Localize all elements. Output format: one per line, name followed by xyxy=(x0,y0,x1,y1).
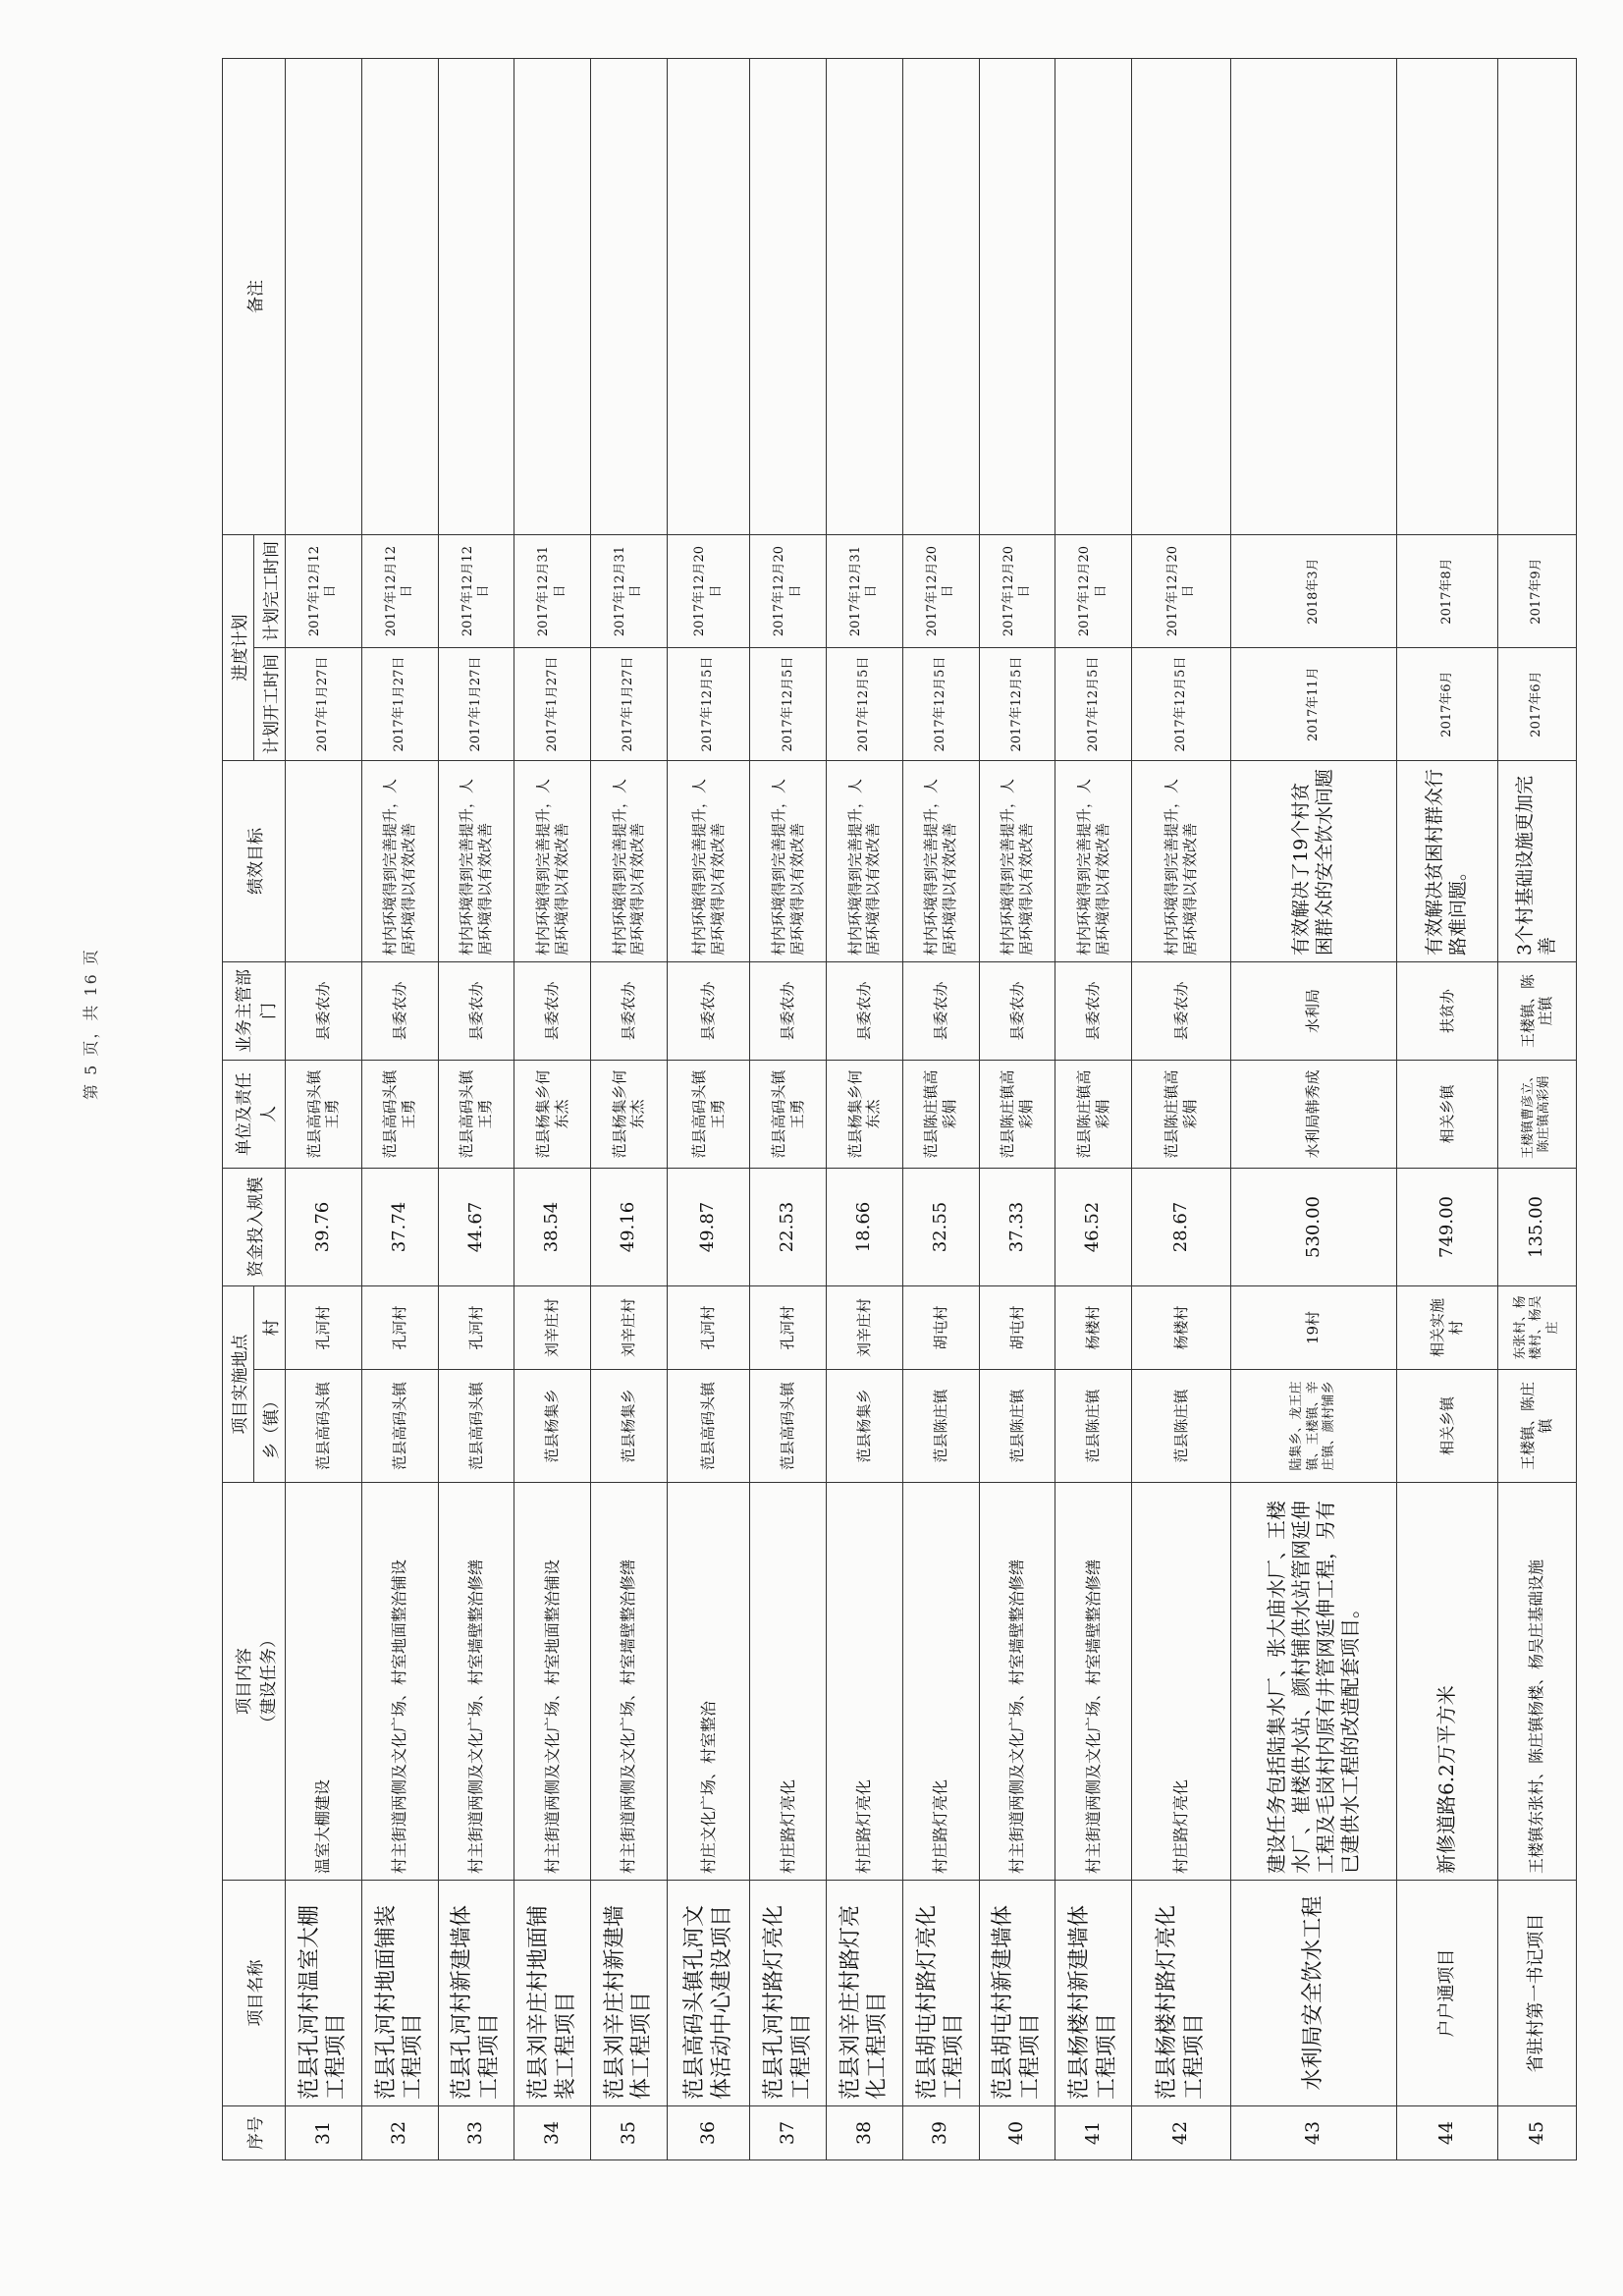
table-row xyxy=(591,59,668,2160)
cell-name: 户户通项目 xyxy=(1396,1881,1497,2106)
cell-responsible: 范县高码头镇王勇 xyxy=(667,1061,750,1169)
cell-name: 省驻村第一书记项目 xyxy=(1497,1881,1576,2106)
table-row xyxy=(750,59,827,2160)
cell-remarks xyxy=(361,59,438,535)
cell-content: 村主街道两侧及文化广场、村室墙壁整治修缮 xyxy=(1055,1483,1132,1881)
header-seq: 序号 xyxy=(223,2106,286,2160)
header-town: 乡（镇） xyxy=(254,1370,286,1483)
cell-end: 2017年12月31日 xyxy=(827,535,903,648)
cell-responsible: 范县陈庄镇高彩娟 xyxy=(979,1061,1055,1169)
cell-department: 水利局 xyxy=(1230,962,1396,1061)
cell-seq: 43 xyxy=(1230,2106,1396,2160)
cell-name: 水利局安全饮水工程 xyxy=(1230,1881,1396,2106)
header-content-sub: （建设任务） xyxy=(258,1631,279,1731)
cell-department: 县委农办 xyxy=(1132,962,1231,1061)
cell-seq: 41 xyxy=(1055,2106,1132,2160)
cell-town: 范县高码头镇 xyxy=(667,1370,750,1483)
cell-content: 王楼镇东张村、陈庄镇杨楼、杨吴庄基础设施 xyxy=(1497,1483,1576,1881)
cell-responsible: 范县杨集乡何东杰 xyxy=(514,1061,591,1169)
cell-funds: 32.55 xyxy=(902,1169,979,1286)
cell-remarks xyxy=(979,59,1055,535)
cell-start: 2017年12月5日 xyxy=(1132,648,1231,761)
cell-performance: 村内环境得到完善提升，人居环境得以有效改善 xyxy=(1132,761,1231,962)
table-row xyxy=(286,59,362,2160)
table-header xyxy=(223,59,286,2160)
cell-name: 范县胡屯村新建墙体工程项目 xyxy=(979,1881,1055,2106)
cell-content: 村庄文化广场、村室整治 xyxy=(667,1483,750,1881)
cell-seq: 35 xyxy=(591,2106,668,2160)
cell-department: 县委农办 xyxy=(827,962,903,1061)
cell-department: 县委农办 xyxy=(591,962,668,1061)
cell-content: 村主街道两侧及文化广场、村室墙壁整治修缮 xyxy=(591,1483,668,1881)
cell-seq: 33 xyxy=(438,2106,514,2160)
cell-performance: 村内环境得到完善提升，人居环境得以有效改善 xyxy=(514,761,591,962)
header-start: 计划开工时间 xyxy=(254,648,286,761)
cell-performance: 村内环境得到完善提升，人居环境得以有效改善 xyxy=(667,761,750,962)
cell-village: 相关实施村 xyxy=(1396,1286,1497,1370)
cell-village: 东张村、杨楼村、杨吴庄 xyxy=(1497,1286,1576,1370)
cell-department: 县委农办 xyxy=(667,962,750,1061)
cell-start: 2017年6月 xyxy=(1396,648,1497,761)
cell-start: 2017年12月5日 xyxy=(1055,648,1132,761)
cell-name: 范县孔河村地面铺装工程项目 xyxy=(361,1881,438,2106)
cell-village: 杨楼村 xyxy=(1132,1286,1231,1370)
cell-village: 刘辛庄村 xyxy=(827,1286,903,1370)
cell-department: 县委农办 xyxy=(979,962,1055,1061)
cell-performance: 村内环境得到完善提升，人居环境得以有效改善 xyxy=(361,761,438,962)
cell-performance: 村内环境得到完善提升，人居环境得以有效改善 xyxy=(1055,761,1132,962)
cell-village: 刘辛庄村 xyxy=(514,1286,591,1370)
cell-seq: 42 xyxy=(1132,2106,1231,2160)
cell-content: 新修道路6.2万平方米 xyxy=(1396,1483,1497,1881)
cell-remarks xyxy=(1132,59,1231,535)
cell-end: 2017年12月20日 xyxy=(750,535,827,648)
cell-responsible: 范县陈庄镇高彩娟 xyxy=(1132,1061,1231,1169)
cell-seq: 32 xyxy=(361,2106,438,2160)
cell-town: 范县高码头镇 xyxy=(286,1370,362,1483)
table-row xyxy=(827,59,903,2160)
header-performance: 绩效目标 xyxy=(223,761,286,962)
cell-start: 2017年1月27日 xyxy=(514,648,591,761)
cell-start: 2017年12月5日 xyxy=(979,648,1055,761)
cell-funds: 22.53 xyxy=(750,1169,827,1286)
cell-funds: 49.16 xyxy=(591,1169,668,1286)
cell-end: 2017年12月20日 xyxy=(1055,535,1132,648)
cell-content: 村庄路灯亮化 xyxy=(1132,1483,1231,1881)
cell-end: 2017年12月20日 xyxy=(979,535,1055,648)
cell-village: 孔河村 xyxy=(667,1286,750,1370)
cell-town: 范县陈庄镇 xyxy=(1132,1370,1231,1483)
cell-funds: 49.87 xyxy=(667,1169,750,1286)
cell-performance: 村内环境得到完善提升，人居环境得以有效改善 xyxy=(827,761,903,962)
cell-performance: 有效解决了19个村贫困群众的安全饮水问题 xyxy=(1230,761,1396,962)
cell-name: 范县孔河村路灯亮化工程项目 xyxy=(750,1881,827,2106)
cell-name: 范县孔河村新建墙体工程项目 xyxy=(438,1881,514,2106)
project-table xyxy=(222,58,1577,2160)
cell-remarks xyxy=(750,59,827,535)
cell-end: 2017年12月20日 xyxy=(667,535,750,648)
cell-department: 县委农办 xyxy=(514,962,591,1061)
cell-department: 县委农办 xyxy=(361,962,438,1061)
cell-content: 村主街道两侧及文化广场、村室墙壁整治修缮 xyxy=(438,1483,514,1881)
cell-name: 范县刘辛庄村路灯亮化工程项目 xyxy=(827,1881,903,2106)
cell-village: 孔河村 xyxy=(438,1286,514,1370)
cell-remarks xyxy=(1497,59,1576,535)
cell-seq: 36 xyxy=(667,2106,750,2160)
header-schedule: 进度计划 xyxy=(223,535,254,761)
cell-end: 2017年8月 xyxy=(1396,535,1497,648)
cell-start: 2017年12月5日 xyxy=(902,648,979,761)
cell-funds: 44.67 xyxy=(438,1169,514,1286)
cell-performance: 村内环境得到完善提升，人居环境得以有效改善 xyxy=(750,761,827,962)
cell-remarks xyxy=(827,59,903,535)
table-row xyxy=(979,59,1055,2160)
cell-responsible: 水利局韩秀成 xyxy=(1230,1061,1396,1169)
cell-content: 村庄路灯亮化 xyxy=(902,1483,979,1881)
cell-content: 村主街道两侧及文化广场、村室地面整治铺设 xyxy=(361,1483,438,1881)
cell-seq: 45 xyxy=(1497,2106,1576,2160)
cell-seq: 34 xyxy=(514,2106,591,2160)
cell-content: 村主街道两侧及文化广场、村室墙壁整治修缮 xyxy=(979,1483,1055,1881)
cell-performance: 3个村基础设施更加完善 xyxy=(1497,761,1576,962)
header-department: 业务主管部门 xyxy=(223,962,286,1061)
header-end: 计划完工时间 xyxy=(254,535,286,648)
cell-seq: 38 xyxy=(827,2106,903,2160)
table-row xyxy=(1055,59,1132,2160)
cell-start: 2017年1月27日 xyxy=(286,648,362,761)
cell-responsible: 范县杨集乡何东杰 xyxy=(827,1061,903,1169)
cell-seq: 31 xyxy=(286,2106,362,2160)
page-footer: 第 5 页，共 16 页 xyxy=(81,948,100,1100)
cell-responsible: 范县高码头镇王勇 xyxy=(286,1061,362,1169)
cell-end: 2017年12月20日 xyxy=(1132,535,1231,648)
cell-start: 2017年12月5日 xyxy=(667,648,750,761)
header-name: 项目名称 xyxy=(223,1881,286,2106)
cell-department: 县委农办 xyxy=(438,962,514,1061)
cell-name: 范县刘辛庄村新建墙体工程项目 xyxy=(591,1881,668,2106)
cell-remarks xyxy=(438,59,514,535)
header-responsible: 单位及责任人 xyxy=(223,1061,286,1169)
table-body xyxy=(286,59,1577,2160)
cell-village: 19村 xyxy=(1230,1286,1396,1370)
cell-town: 范县杨集乡 xyxy=(591,1370,668,1483)
cell-remarks xyxy=(902,59,979,535)
cell-end: 2017年12月31日 xyxy=(591,535,668,648)
cell-content: 村主街道两侧及文化广场、村室地面整治铺设 xyxy=(514,1483,591,1881)
cell-responsible: 范县高码头镇王勇 xyxy=(438,1061,514,1169)
cell-performance: 村内环境得到完善提升，人居环境得以有效改善 xyxy=(902,761,979,962)
cell-content: 温室大棚建设 xyxy=(286,1483,362,1881)
header-content-main: 项目内容 xyxy=(234,1648,254,1715)
cell-end: 2018年3月 xyxy=(1230,535,1396,648)
cell-start: 2017年1月27日 xyxy=(361,648,438,761)
cell-seq: 40 xyxy=(979,2106,1055,2160)
cell-remarks xyxy=(667,59,750,535)
cell-remarks xyxy=(1230,59,1396,535)
cell-start: 2017年11月 xyxy=(1230,648,1396,761)
table-row xyxy=(438,59,514,2160)
cell-village: 杨楼村 xyxy=(1055,1286,1132,1370)
cell-start: 2017年6月 xyxy=(1497,648,1576,761)
cell-funds: 135.00 xyxy=(1497,1169,1576,1286)
cell-department: 县委农办 xyxy=(286,962,362,1061)
cell-responsible: 范县杨集乡何东杰 xyxy=(591,1061,668,1169)
cell-village: 孔河村 xyxy=(361,1286,438,1370)
cell-town: 范县陈庄镇 xyxy=(979,1370,1055,1483)
cell-performance: 村内环境得到完善提升，人居环境得以有效改善 xyxy=(438,761,514,962)
cell-funds: 18.66 xyxy=(827,1169,903,1286)
cell-performance: 村内环境得到完善提升，人居环境得以有效改善 xyxy=(591,761,668,962)
table-row xyxy=(902,59,979,2160)
cell-name: 范县杨楼村新建墙体工程项目 xyxy=(1055,1881,1132,2106)
cell-funds: 39.76 xyxy=(286,1169,362,1286)
cell-town: 范县杨集乡 xyxy=(827,1370,903,1483)
table-row xyxy=(1132,59,1231,2160)
cell-town: 王楼镇、陈庄镇 xyxy=(1497,1370,1576,1483)
table-row xyxy=(667,59,750,2160)
table-row xyxy=(1230,59,1396,2160)
cell-funds: 530.00 xyxy=(1230,1169,1396,1286)
header-remarks: 备注 xyxy=(223,59,286,535)
cell-responsible: 范县高码头镇王勇 xyxy=(361,1061,438,1169)
cell-content: 村庄路灯亮化 xyxy=(827,1483,903,1881)
cell-name: 范县高码头镇孔河文体活动中心建设项目 xyxy=(667,1881,750,2106)
cell-content: 建设任务包括陆集水厂、张大庙水厂、王楼水厂、崔楼供水站、颜村铺供水站管网延伸工程及毛岗村内原有井管网延伸工程，另有已建供水工程的改造配套项目。 xyxy=(1230,1483,1396,1881)
cell-funds: 37.74 xyxy=(361,1169,438,1286)
cell-remarks xyxy=(514,59,591,535)
cell-name: 范县孔河村温室大棚工程项目 xyxy=(286,1881,362,2106)
table-row xyxy=(361,59,438,2160)
cell-performance: 村内环境得到完善提升，人居环境得以有效改善 xyxy=(979,761,1055,962)
cell-name: 范县胡屯村路灯亮化工程项目 xyxy=(902,1881,979,2106)
cell-responsible: 范县高码头镇王勇 xyxy=(750,1061,827,1169)
cell-performance xyxy=(286,761,362,962)
cell-start: 2017年1月27日 xyxy=(438,648,514,761)
cell-department: 王楼镇、陈庄镇 xyxy=(1497,962,1576,1061)
cell-responsible: 王楼镇曹彦立、陈庄镇高彩娟 xyxy=(1497,1061,1576,1169)
cell-remarks xyxy=(1055,59,1132,535)
cell-start: 2017年12月5日 xyxy=(750,648,827,761)
table-row xyxy=(1396,59,1497,2160)
header-funds: 资金投入规模 xyxy=(223,1169,286,1286)
cell-end: 2017年12月31日 xyxy=(514,535,591,648)
cell-end: 2017年12月12日 xyxy=(438,535,514,648)
cell-funds: 28.67 xyxy=(1132,1169,1231,1286)
cell-funds: 46.52 xyxy=(1055,1169,1132,1286)
cell-village: 孔河村 xyxy=(286,1286,362,1370)
cell-town: 陆集乡、龙王庄镇、王楼镇、辛庄镇、颜村铺乡 xyxy=(1230,1370,1396,1483)
cell-end: 2017年12月12日 xyxy=(286,535,362,648)
cell-funds: 37.33 xyxy=(979,1169,1055,1286)
cell-responsible: 相关乡镇 xyxy=(1396,1061,1497,1169)
cell-village: 刘辛庄村 xyxy=(591,1286,668,1370)
cell-responsible: 范县陈庄镇高彩娟 xyxy=(902,1061,979,1169)
cell-start: 2017年1月27日 xyxy=(591,648,668,761)
cell-name: 范县杨楼村路灯亮化工程项目 xyxy=(1132,1881,1231,2106)
cell-department: 县委农办 xyxy=(1055,962,1132,1061)
cell-performance: 有效解决贫困村群众行路难问题。 xyxy=(1396,761,1497,962)
cell-town: 范县陈庄镇 xyxy=(902,1370,979,1483)
cell-end: 2017年12月12日 xyxy=(361,535,438,648)
cell-village: 孔河村 xyxy=(750,1286,827,1370)
cell-seq: 39 xyxy=(902,2106,979,2160)
cell-funds: 749.00 xyxy=(1396,1169,1497,1286)
cell-remarks xyxy=(1396,59,1497,535)
cell-start: 2017年12月5日 xyxy=(827,648,903,761)
cell-department: 扶贫办 xyxy=(1396,962,1497,1061)
cell-village: 胡屯村 xyxy=(902,1286,979,1370)
cell-content: 村庄路灯亮化 xyxy=(750,1483,827,1881)
cell-end: 2017年9月 xyxy=(1497,535,1576,648)
header-location: 项目实施地点 xyxy=(223,1286,254,1483)
cell-remarks xyxy=(591,59,668,535)
cell-department: 县委农办 xyxy=(902,962,979,1061)
cell-department: 县委农办 xyxy=(750,962,827,1061)
table-row xyxy=(1497,59,1576,2160)
cell-town: 范县高码头镇 xyxy=(750,1370,827,1483)
header-village: 村 xyxy=(254,1286,286,1370)
cell-village: 胡屯村 xyxy=(979,1286,1055,1370)
cell-name: 范县刘辛庄村地面铺装工程项目 xyxy=(514,1881,591,2106)
header-content xyxy=(223,1483,286,1881)
cell-town: 范县高码头镇 xyxy=(361,1370,438,1483)
cell-remarks xyxy=(286,59,362,535)
cell-seq: 37 xyxy=(750,2106,827,2160)
table-row xyxy=(514,59,591,2160)
cell-end: 2017年12月20日 xyxy=(902,535,979,648)
cell-town: 相关乡镇 xyxy=(1396,1370,1497,1483)
cell-responsible: 范县陈庄镇高彩娟 xyxy=(1055,1061,1132,1169)
cell-town: 范县陈庄镇 xyxy=(1055,1370,1132,1483)
cell-funds: 38.54 xyxy=(514,1169,591,1286)
cell-town: 范县高码头镇 xyxy=(438,1370,514,1483)
rotated-table-sheet xyxy=(222,59,1577,2160)
cell-seq: 44 xyxy=(1396,2106,1497,2160)
cell-town: 范县杨集乡 xyxy=(514,1370,591,1483)
